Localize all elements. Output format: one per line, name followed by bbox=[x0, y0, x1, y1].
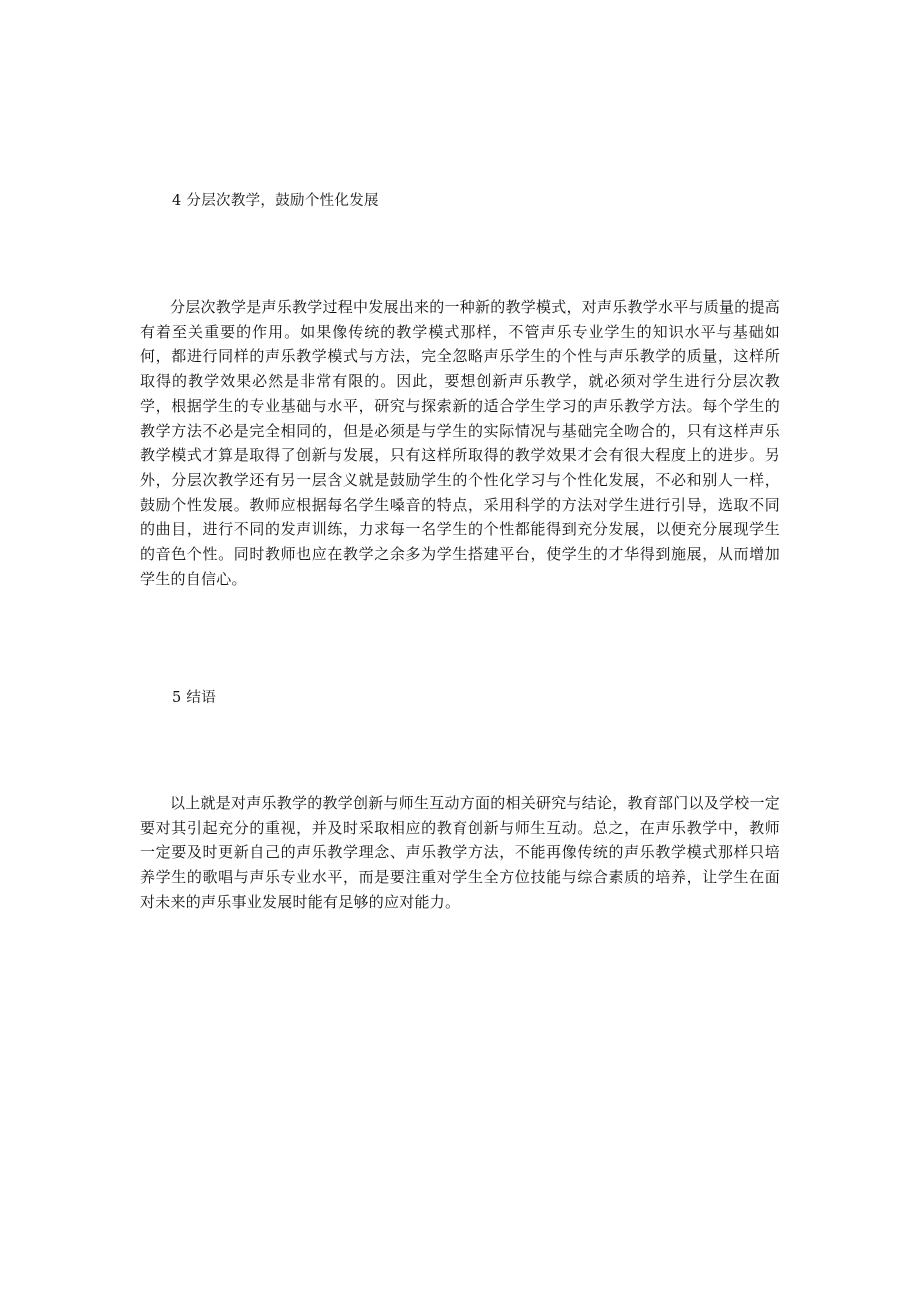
section-heading-5: 5 结语 bbox=[172, 690, 217, 706]
section-paragraph-5: 以上就是对声乐教学的教学创新与师生互动方面的相关研究与结论，教育部门以及学校一定要对其引起充分的重视，并及时采取相应的教育创新与师生互动。总之，在声乐教学中，教师一定要及时更新自己的声乐教学理念、声乐教学方法，不能再像传统的声乐教学模式那样只培养学生的歌唱与声乐专业水平，而是要注重对学生全方位技能与综合素质的培养，让学生在面对未来的声乐事业发展时能有足够的应对能力。 bbox=[140, 794, 781, 911]
section-heading-4: 4 分层次教学，鼓励个性化发展 bbox=[172, 193, 379, 209]
section-paragraph-4: 分层次教学是声乐教学过程中发展出来的一种新的教学模式，对声乐教学水平与质量的提高有着至关重要的作用。如果像传统的教学模式那样，不管声乐专业学生的知识水平与基础如何，都进行同样的声乐教学模式与方法，完全忽略声乐学生的个性与声乐教学的质量，这样所取得的教学效果必然是非常有限的。因此，要想创新声乐教学，就必须对学生进行分层次教学，根据学生的专业基础与水平，研究与探索新的适合学生学习的声乐教学方法。每个学生的教学方法不必是完全相同的，但是必须是与学生的实际情况与基础完全吻合的，只有这样声乐教学模式才算是取得了创新与发展，只有这样所取得的教学效果才会有很大程度上的进步。另外，分层次教学还有另一层含义就是鼓励学生的个性化学习与个性化发展，不必和别人一样，鼓励个性发展。教师应根据每名学生嗓音的特点，采用科学的方法对学生进行引导，选取不同的曲目，进行不同的发声训练，力求每一名学生的个性都能得到充分发展，以便充分展现学生的音色个性。同时教师也应在教学之余多为学生搭建平台，使学生的才华得到施展，从而增加学生的自信心。 bbox=[140, 298, 781, 588]
